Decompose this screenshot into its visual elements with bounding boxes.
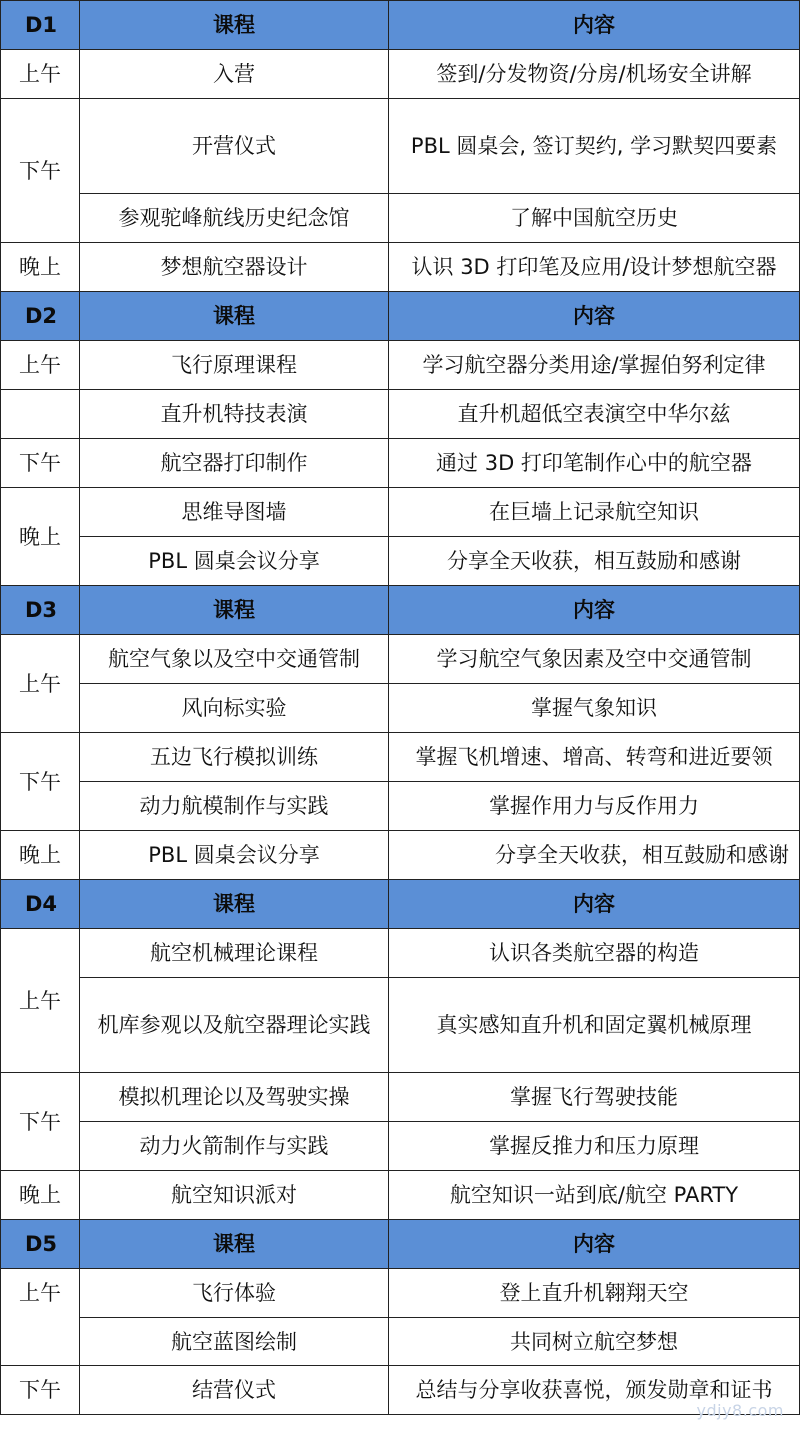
period-cell: 下午 [1,99,80,243]
course-cell: 航空机械理论课程 [80,929,389,978]
content-cell: 登上直升机翱翔天空 [389,1269,800,1318]
table-row [1,1269,800,1318]
period-cell: 晚上 [1,1171,80,1220]
course-cell: 航空知识派对 [80,1171,389,1220]
content-header: 内容 [389,292,800,341]
period-cell: 上午 [1,1269,80,1366]
watermark: ydjy8.com [696,1401,784,1420]
table-row [1,341,800,390]
content-cell: PBL 圆桌会, 签订契约, 学习默契四要素 [389,99,800,194]
table-row [1,439,800,488]
table-row [1,831,800,880]
course-cell: 动力火箭制作与实践 [80,1122,389,1171]
day-header-row [1,586,800,635]
day-label: D2 [1,292,80,341]
content-cell: 认识各类航空器的构造 [389,929,800,978]
content-cell: 总结与分享收获喜悦，颁发勋章和证书 [389,1366,800,1415]
table-row [1,1073,800,1122]
day-label: D4 [1,880,80,929]
period-cell: 下午 [1,1073,80,1171]
period-cell: 上午 [1,341,80,390]
day-label: D1 [1,1,80,50]
table-row [1,684,800,733]
content-header: 内容 [389,1,800,50]
content-cell: 了解中国航空历史 [389,194,800,243]
table-row [1,1171,800,1220]
table-row [1,1318,800,1366]
table-row [1,99,800,194]
course-cell: 开营仪式 [80,99,389,194]
course-cell: 入营 [80,50,389,99]
content-header: 内容 [389,1220,800,1269]
period-cell: 晚上 [1,243,80,292]
period-cell: 晚上 [1,831,80,880]
course-cell: 风向标实验 [80,684,389,733]
course-header: 课程 [80,292,389,341]
table-row [1,537,800,586]
course-cell: 机库参观以及航空器理论实践 [80,978,389,1073]
content-cell: 真实感知直升机和固定翼机械原理 [389,978,800,1073]
table-row [1,243,800,292]
table-row [1,390,800,439]
content-cell: 直升机超低空表演空中华尔兹 [389,390,800,439]
course-cell: 动力航模制作与实践 [80,782,389,831]
content-cell: 共同树立航空梦想 [389,1318,800,1366]
period-cell: 上午 [1,929,80,1073]
course-cell: 五边飞行模拟训练 [80,733,389,782]
content-cell: 航空知识一站到底/航空 PARTY [389,1171,800,1220]
course-header: 课程 [80,1,389,50]
period-cell: 下午 [1,439,80,488]
content-cell: 在巨墙上记录航空知识 [389,488,800,537]
table-row [1,488,800,537]
table-row [1,733,800,782]
day-label: D3 [1,586,80,635]
content-cell: 掌握飞机增速、增高、转弯和进近要领 [389,733,800,782]
course-cell: PBL 圆桌会议分享 [80,537,389,586]
content-cell: 掌握反推力和压力原理 [389,1122,800,1171]
course-cell: 直升机特技表演 [80,390,389,439]
period-cell: 下午 [1,733,80,831]
course-cell: 参观驼峰航线历史纪念馆 [80,194,389,243]
course-cell: 模拟机理论以及驾驶实操 [80,1073,389,1122]
course-cell: 飞行体验 [80,1269,389,1318]
content-cell: 学习航空器分类用途/掌握伯努利定律 [389,341,800,390]
period-cell: 下午 [1,1366,80,1415]
day-header-row [1,1220,800,1269]
day-header-row [1,292,800,341]
period-cell-empty [1,390,80,439]
table-row [1,50,800,99]
period-cell: 上午 [1,50,80,99]
content-header: 内容 [389,586,800,635]
course-cell: 思维导图墙 [80,488,389,537]
content-cell: 掌握飞行驾驶技能 [389,1073,800,1122]
table-row [1,929,800,978]
table-row [1,194,800,243]
table-row [1,635,800,684]
course-cell: 梦想航空器设计 [80,243,389,292]
content-cell: 学习航空气象因素及空中交通管制 [389,635,800,684]
content-cell: 通过 3D 打印笔制作心中的航空器 [389,439,800,488]
table-row [1,1122,800,1171]
day-label: D5 [1,1220,80,1269]
table-row [1,978,800,1073]
content-cell: 掌握气象知识 [389,684,800,733]
day-header-row [1,880,800,929]
course-cell: 结营仪式 [80,1366,389,1415]
course-cell: 航空蓝图绘制 [80,1318,389,1366]
course-header: 课程 [80,1220,389,1269]
table-row [1,1366,800,1415]
course-header: 课程 [80,586,389,635]
course-cell: 飞行原理课程 [80,341,389,390]
content-cell: 掌握作用力与反作用力 [389,782,800,831]
course-cell: 航空气象以及空中交通管制 [80,635,389,684]
course-header: 课程 [80,880,389,929]
period-cell: 晚上 [1,488,80,586]
content-cell: 分享全天收获，相互鼓励和感谢 [389,831,800,880]
course-cell: 航空器打印制作 [80,439,389,488]
content-cell: 认识 3D 打印笔及应用/设计梦想航空器 [389,243,800,292]
course-cell: PBL 圆桌会议分享 [80,831,389,880]
content-cell: 分享全天收获，相互鼓励和感谢 [389,537,800,586]
day-header-row [1,1,800,50]
table-row [1,782,800,831]
content-cell: 签到/分发物资/分房/机场安全讲解 [389,50,800,99]
content-header: 内容 [389,880,800,929]
period-cell: 上午 [1,635,80,733]
